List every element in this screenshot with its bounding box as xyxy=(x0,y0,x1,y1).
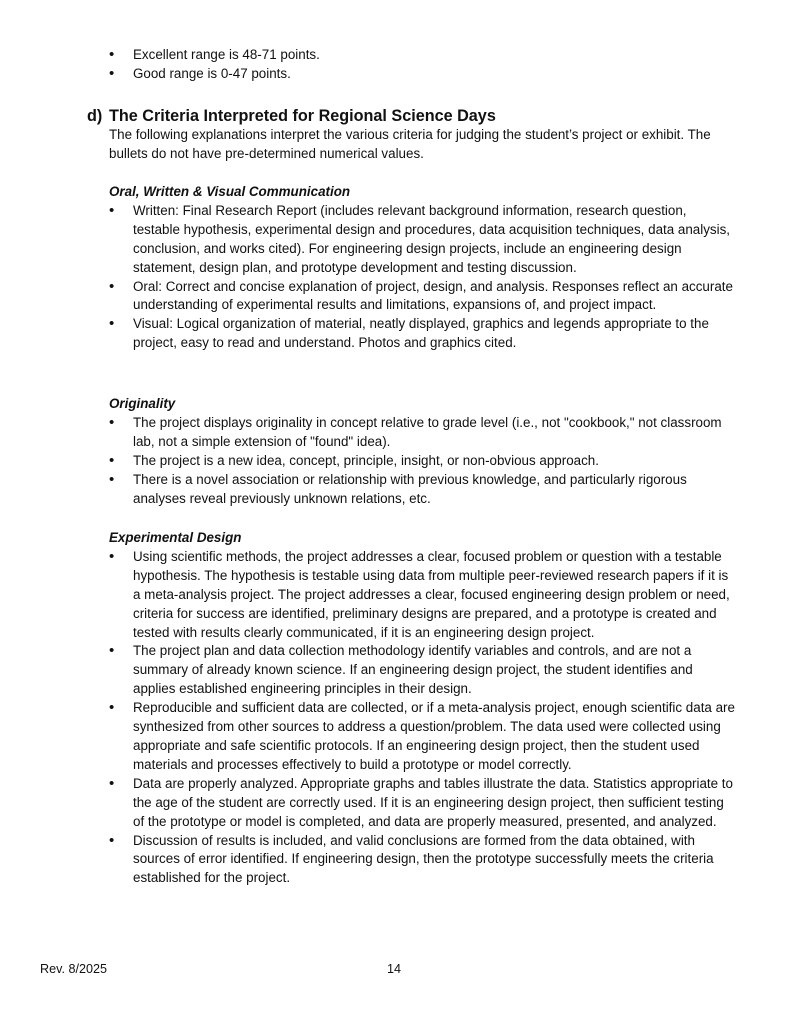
list-item: • There is a novel association or relationship with previous knowledge, and particularly rigorous analyses reveal previously unknown relations, etc. xyxy=(109,471,737,509)
originality-heading: Originality xyxy=(109,396,176,411)
originality-block xyxy=(109,395,737,508)
list-item: • Data are properly analyzed. Appropriate graphs and tables illustrate the data. Statistics appropriate to the age of the student are correctly used. If it is an engineering design project, then sufficient testing of the prototype or model is completed, and data are properly measured, presented, and analyzed. xyxy=(109,775,737,832)
experimental-design-list xyxy=(109,548,737,888)
communication-block xyxy=(109,183,737,353)
list-item: • The project displays originality in concept relative to grade level (i.e., not "cookbook," not classroom lab, not a simple extension of "found" idea). xyxy=(109,414,737,452)
list-item: • The project is a new idea, concept, principle, insight, or non-obvious approach. xyxy=(109,452,737,471)
list-item: • Reproducible and sufficient data are collected, or if a meta-analysis project, enough scientific data are synthesized from other sources to address a question/problem. The data used were collected using appropriate and safe scientific protocols. If an engineering design project, then the student used materials and processes effectively to build a prototype or model correctly. xyxy=(109,699,737,775)
list-item: • Excellent range is 48-71 points. xyxy=(109,46,749,65)
section-title: The Criteria Interpreted for Regional Science Days xyxy=(109,107,496,125)
revision-label: Rev. 8/2025 xyxy=(40,962,107,976)
section-intro: The following explanations interpret the various criteria for judging the student’s project or exhibit. The bullets do not have pre-determined numerical values. xyxy=(109,127,711,161)
list-item: • Oral: Correct and concise explanation of project, design, and analysis. Responses reflect an accurate understanding of experimental results and limitations, expansions of, and project impact. xyxy=(109,278,737,316)
list-item: • Good range is 0-47 points. xyxy=(109,65,749,84)
list-item: • Using scientific methods, the project addresses a clear, focused problem or question with a testable hypothesis. The hypothesis is testable using data from multiple peer-reviewed research papers if it is a meta-analysis project. The project addresses a clear, focused engineering design problem or need, criteria for success are identified, preliminary designs are prepared, and a prototype is created and tested with results clearly communicated, if it is an engineering design project. xyxy=(109,548,737,643)
originality-list xyxy=(109,414,737,509)
experimental-design-block xyxy=(109,529,737,888)
experimental-design-heading: Experimental Design xyxy=(109,530,242,545)
section-heading xyxy=(87,106,747,126)
section-letter: d) xyxy=(87,107,103,125)
list-item: • Written: Final Research Report (includes relevant background information, research question, testable hypothesis, experimental design and procedures, data acquisition techniques, data analysis, conclusion, and works cited). For engineering design projects, include an engineering design statement, design plan, and prototype development and testing discussion. xyxy=(109,202,737,278)
list-item: • The project plan and data collection methodology identify variables and controls, and are not a summary of already known science. If an engineering design project, the student identifies and applies established engineering principles in their design. xyxy=(109,642,737,699)
page-number: 14 xyxy=(387,962,402,976)
list-item: • Discussion of results is included, and valid conclusions are formed from the data obtained, with sources of error identified. If engineering design, then the prototype successfully meets the criteria established for the project. xyxy=(109,832,737,889)
communication-list xyxy=(109,202,737,353)
score-range-list xyxy=(109,46,749,84)
communication-heading: Oral, Written & Visual Communication xyxy=(109,184,351,199)
list-item: • Visual: Logical organization of material, neatly displayed, graphics and legends appropriate to the project, easy to read and understand. Photos and graphics cited. xyxy=(109,315,737,353)
